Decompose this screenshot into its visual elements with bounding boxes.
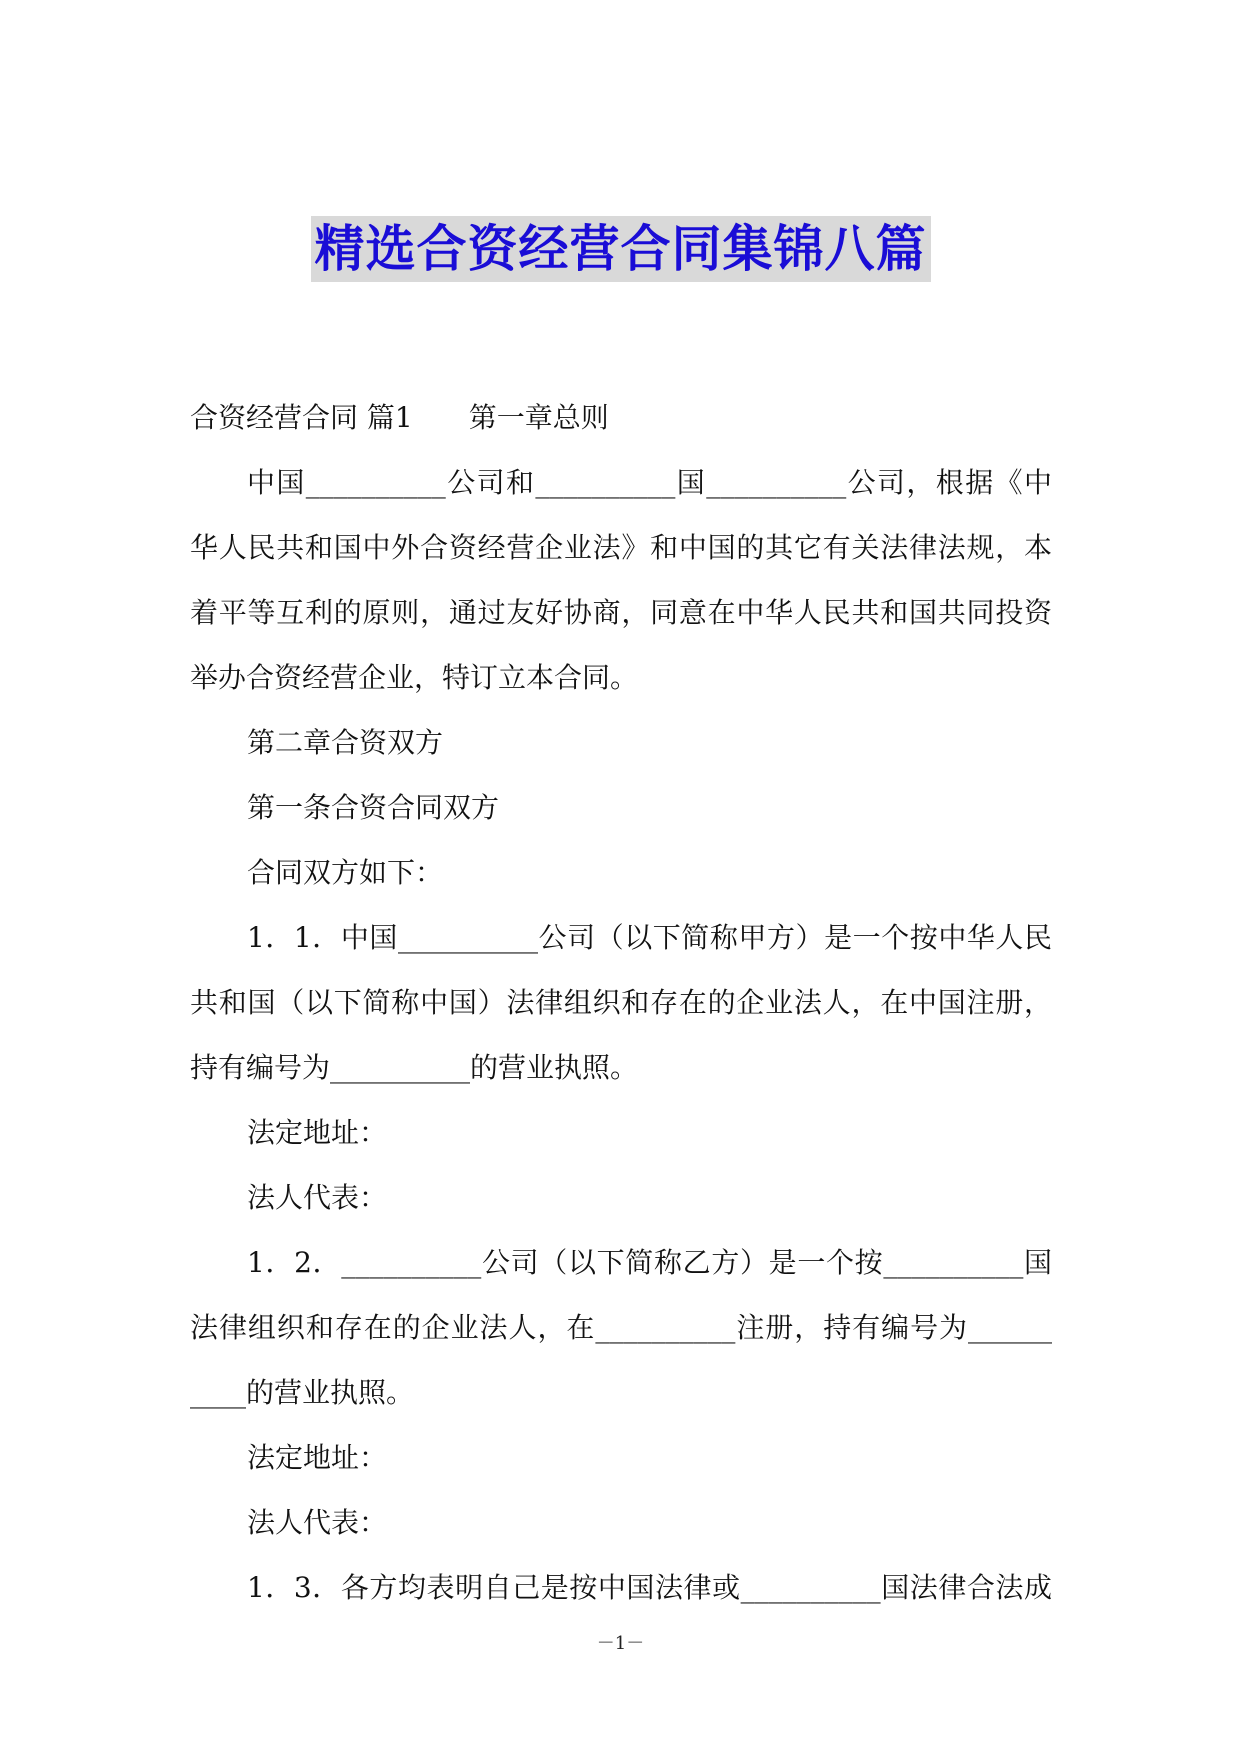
paragraph-line: 合同双方如下： xyxy=(247,856,444,889)
legal-representative-label: 法人代表： xyxy=(247,1181,388,1214)
legal-representative-label: 法人代表： xyxy=(247,1506,388,1539)
paragraph-line: 1．3．各方均表明自己是按中国法律或__________国法律合法成 xyxy=(247,1571,1052,1604)
paragraph-line: 持有编号为__________的营业执照。 xyxy=(190,1051,639,1084)
title-container xyxy=(0,216,1241,282)
paragraph-line: 法律组织和存在的企业法人，在__________注册，持有编号为______ xyxy=(190,1311,1052,1344)
page-number: －1－ xyxy=(596,1633,645,1654)
document-title: 精选合资经营合同集锦八篇 xyxy=(311,216,931,282)
paragraph-line: 中国__________公司和__________国__________公司，根据《中 xyxy=(247,466,1052,499)
paragraph-line: 举办合资经营企业，特订立本合同。 xyxy=(190,661,639,694)
section-heading: 合资经营合同 篇1 第一章总则 xyxy=(190,401,609,434)
paragraph-line: 1．2．__________公司（以下简称乙方）是一个按__________国 xyxy=(247,1246,1052,1279)
paragraph-line: 1．1．中国__________公司（以下简称甲方）是一个按中华人民 xyxy=(247,921,1052,954)
paragraph-line: ____的营业执照。 xyxy=(190,1376,415,1409)
chapter-heading: 第二章合资双方 xyxy=(247,726,444,759)
article-heading: 第一条合资合同双方 xyxy=(247,791,500,824)
paragraph-line: 着平等互利的原则，通过友好协商，同意在中华人民共和国共同投资 xyxy=(190,596,1052,629)
legal-address-label: 法定地址： xyxy=(247,1116,388,1149)
paragraph-line: 华人民共和国中外合资经营企业法》和中国的其它有关法律法规，本 xyxy=(190,531,1052,564)
paragraph-line: 共和国（以下简称中国）法律组织和存在的企业法人，在中国注册， xyxy=(190,986,1052,1019)
legal-address-label: 法定地址： xyxy=(247,1441,388,1474)
document-body xyxy=(190,385,1052,1620)
